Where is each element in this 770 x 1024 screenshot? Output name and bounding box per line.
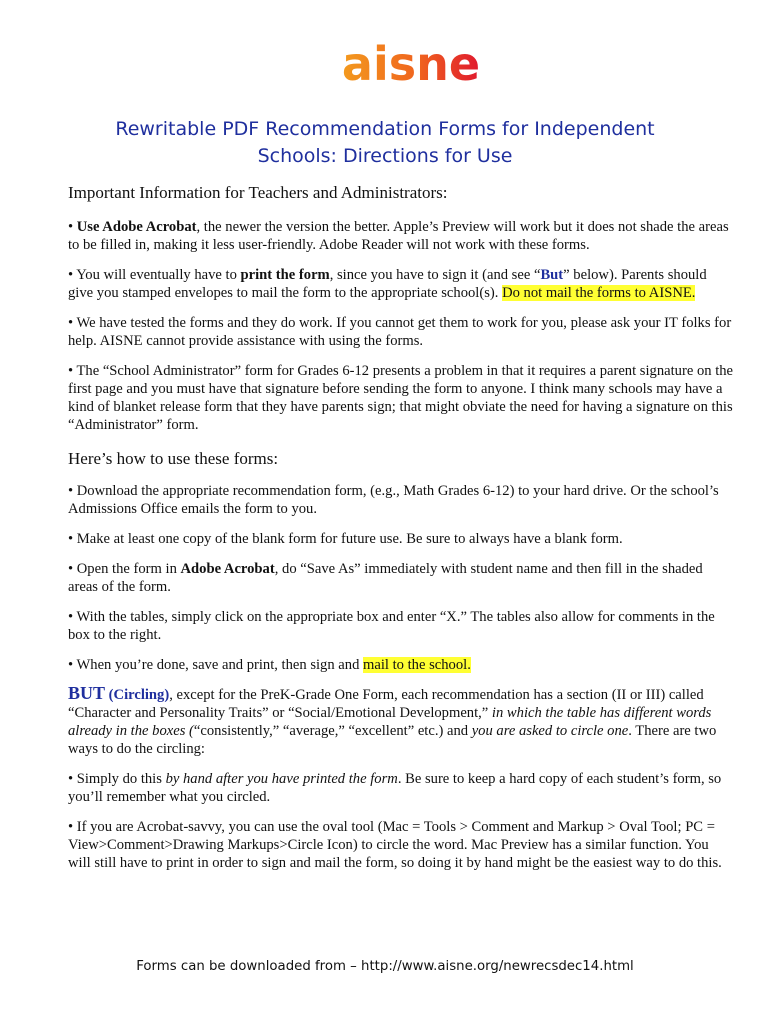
text: . There are two ways to do the circling: bbox=[68, 723, 717, 757]
circling-heading: (Circling) bbox=[108, 687, 170, 703]
logo-text: aisne bbox=[341, 40, 481, 88]
italic-text: you are asked to circle one bbox=[471, 723, 629, 739]
paragraph-use-acrobat bbox=[68, 218, 734, 254]
text: • You will eventually have to bbox=[68, 267, 241, 283]
text: ” below). Parents should give you stamped envelopes to mail the form to the appropriate school(s). bbox=[68, 267, 707, 301]
page-title bbox=[60, 116, 710, 170]
italic-text: in which the table has different words already in the boxes ( bbox=[68, 705, 712, 739]
paragraph-tested: • We have tested the forms and they do work. If you cannot get them to work for you, please ask your IT folks for help. AISNE cannot provide assistance with using the forms. bbox=[68, 315, 732, 349]
highlighted-text: mail to the school. bbox=[363, 657, 471, 673]
text: • bbox=[68, 219, 77, 235]
title-line-2: Schools: Directions for Use bbox=[257, 145, 513, 167]
paragraph-print-form bbox=[68, 266, 734, 302]
paragraph-but-circling bbox=[68, 684, 734, 758]
bold-text: Use Adobe Acrobat bbox=[76, 219, 197, 235]
italic-text: by hand after you have printed the form bbox=[165, 771, 398, 787]
text: , since you have to sign it (and see “ bbox=[329, 267, 541, 283]
text: , the newer the version the better. Apple’s Preview will work but it does not shade the areas to be filled in, making it less user-friendly. Adobe Reader will not work with these forms. bbox=[68, 219, 729, 253]
paragraph-oval-tool: • If you are Acrobat-savvy, you can use the oval tool (Mac = Tools > Comment and Markup > Oval Tool; PC = View>Comment>Drawing Markups>Circle Icon) to circle the word. Mac Preview has a similar function. You will still have to print in order to sign and mail the form, so doing it by hand might be the easiest way to do this. bbox=[68, 819, 722, 871]
text: • Simply do this bbox=[68, 771, 166, 787]
footer-download-link: Forms can be downloaded from – http://www.aisne.org/newrecsdec14.html bbox=[136, 959, 634, 974]
paragraph-open-form bbox=[68, 560, 734, 596]
content bbox=[68, 182, 734, 872]
text: “consistently,” “average,” “excellent” etc.) and bbox=[193, 723, 472, 739]
title-line-1: Rewritable PDF Recommendation Forms for Independent bbox=[115, 118, 655, 140]
text: , do “Save As” immediately with student name and then fill in the shaded areas of the form. bbox=[68, 561, 703, 595]
paragraph-by-hand bbox=[68, 770, 734, 806]
text: • Open the form in bbox=[68, 561, 181, 577]
section-heading-how-to: Here’s how to use these forms: bbox=[68, 449, 279, 468]
section-heading-important: Important Information for Teachers and Administrators: bbox=[68, 183, 448, 202]
bold-text: print the form bbox=[240, 267, 330, 283]
paragraph-when-done bbox=[68, 656, 734, 674]
but-heading: BUT bbox=[68, 683, 106, 703]
bold-text: Adobe Acrobat bbox=[180, 561, 275, 577]
paragraph-tables: • With the tables, simply click on the appropriate box and enter “X.” The tables also allow for comments in the box to the right. bbox=[68, 609, 715, 643]
highlighted-text: Do not mail the forms to AISNE. bbox=[502, 285, 696, 301]
text: . Be sure to keep a hard copy of each student’s form, so you’ll remember what you circled. bbox=[68, 771, 722, 805]
text: • When you’re done, save and print, then sign and bbox=[68, 657, 364, 673]
but-text: But bbox=[540, 267, 564, 283]
paragraph-copy: • Make at least one copy of the blank form for future use. Be sure to always have a blank form. bbox=[68, 531, 623, 547]
paragraph-download: • Download the appropriate recommendation form, (e.g., Math Grades 6-12) to your hard drive. Or the school’s Admissions Office emails the form to you. bbox=[68, 483, 719, 517]
aisne-logo bbox=[336, 40, 486, 88]
paragraph-school-administrator: • The “School Administrator” form for Grades 6-12 presents a problem in that it requires a parent signature on the first page and you must have that signature before sending the form to anyone. I think many schools may have a kind of blanket release form that they have parents sign; that might obviate the need for having a signature on this “Administrator” form. bbox=[68, 363, 734, 433]
text: , except for the PreK-Grade One Form, each recommendation has a section (II or III) called “Character and Personality Traits” or “Social/Emotional Development,” bbox=[68, 687, 704, 721]
